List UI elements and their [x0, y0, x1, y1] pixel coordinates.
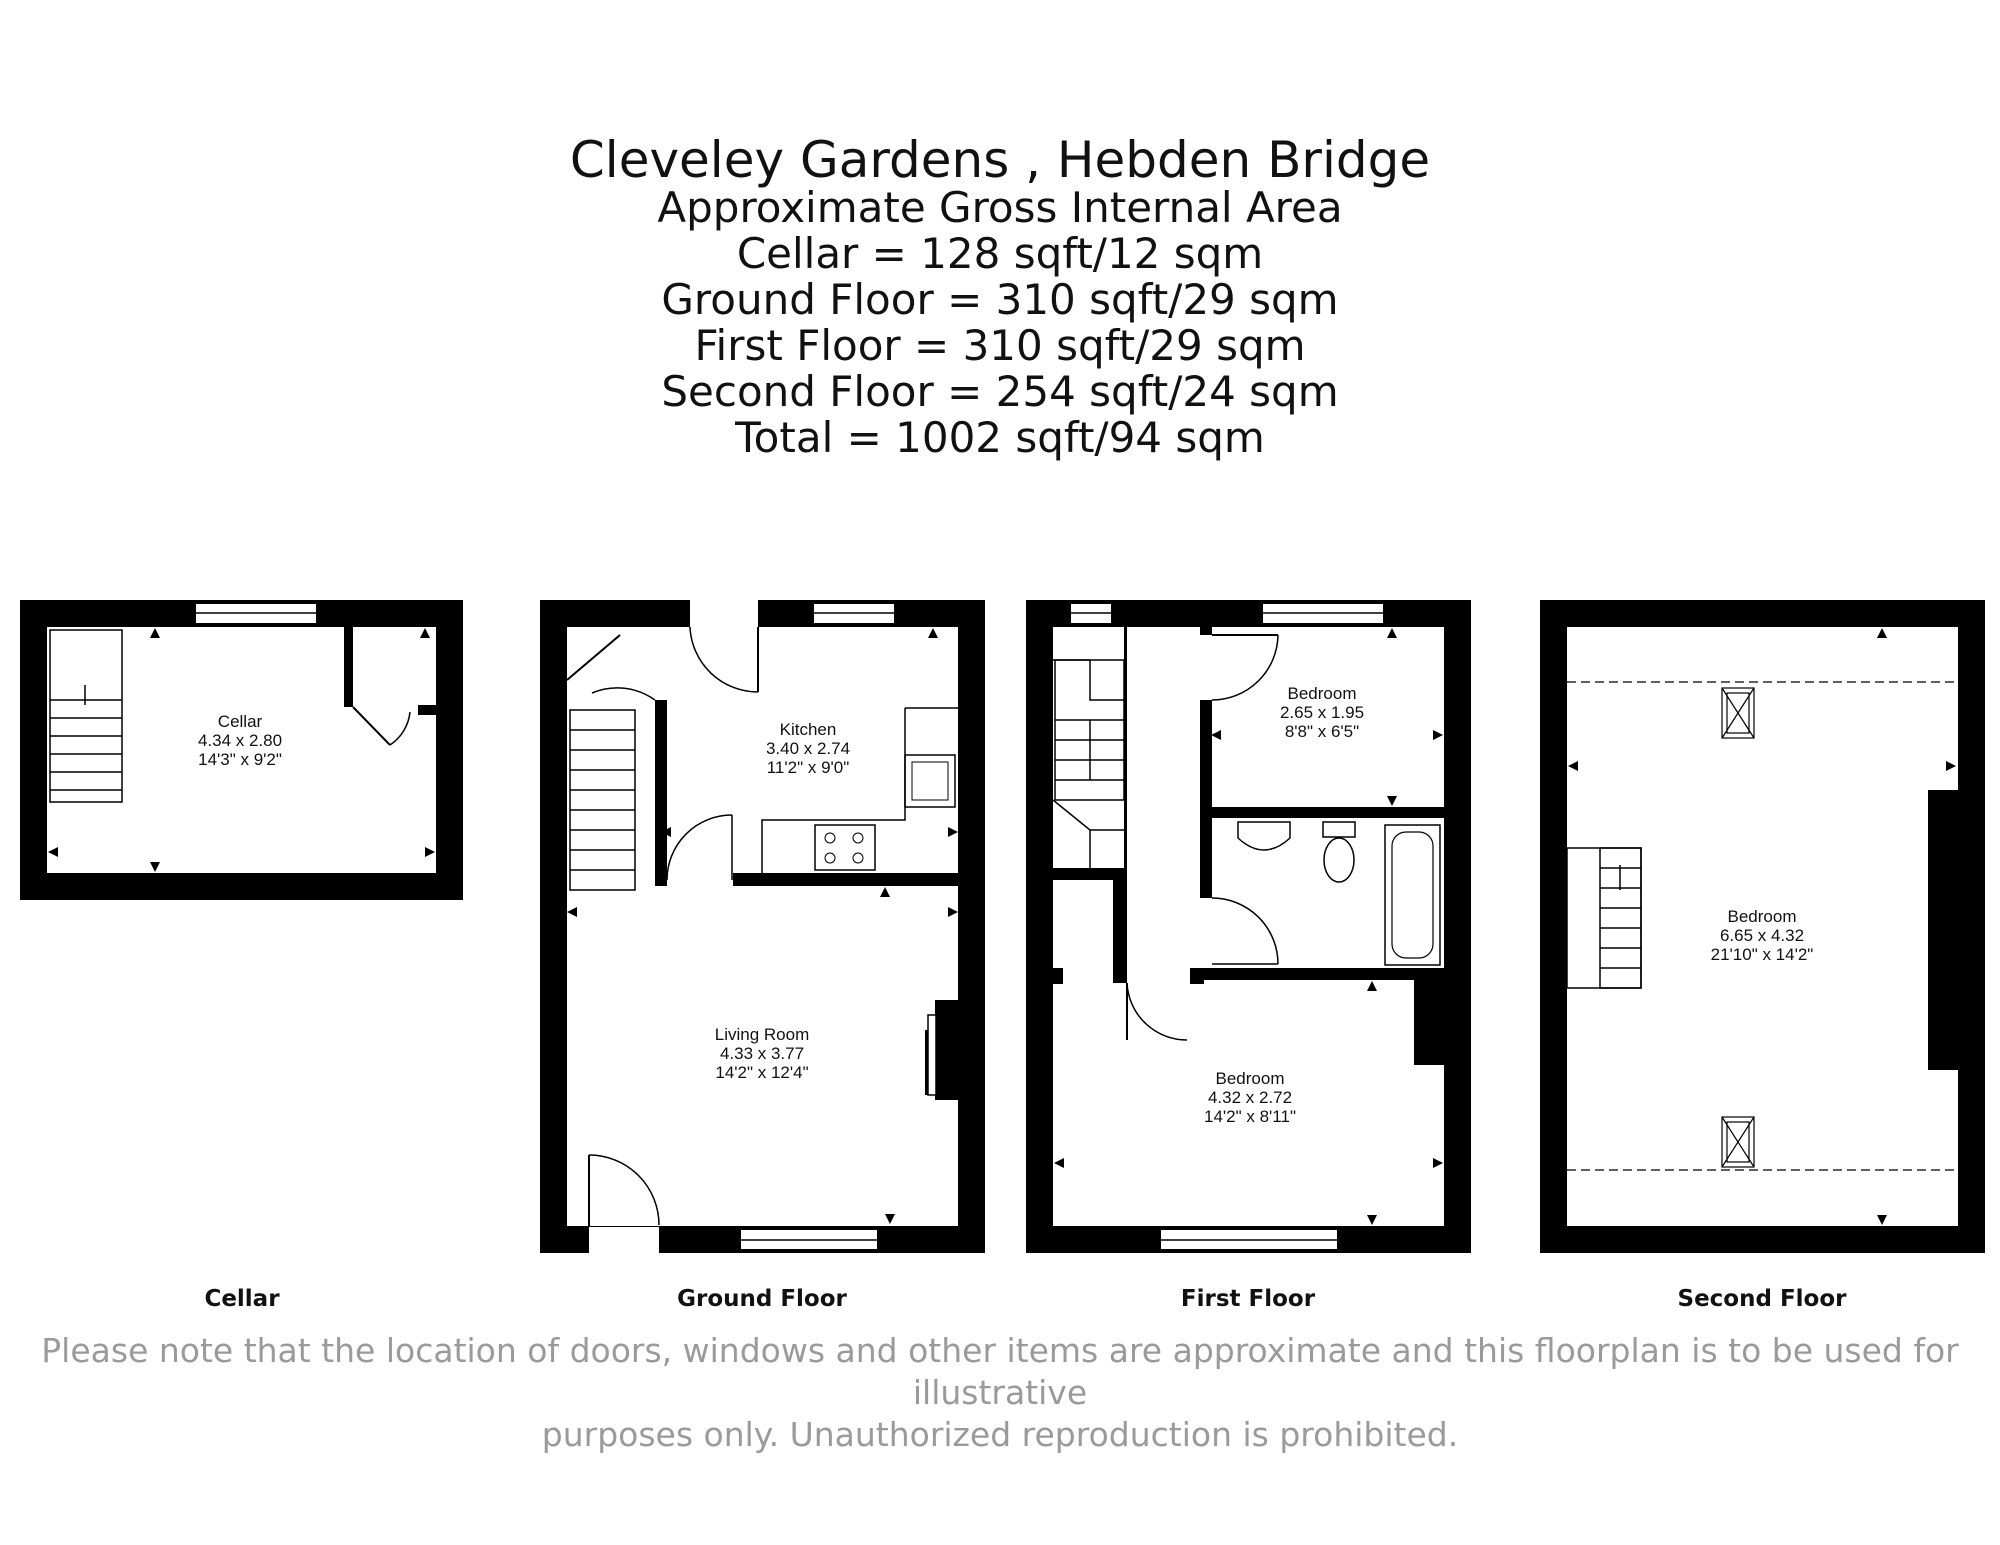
- skylight-rear: [1722, 688, 1754, 738]
- bedroom-first-name: Bedroom: [1215, 1069, 1285, 1088]
- toilet-cistern: [1323, 822, 1355, 837]
- bath: [1385, 825, 1440, 965]
- first-stairs: [1053, 660, 1124, 870]
- bedroom-small-name: Bedroom: [1287, 684, 1357, 703]
- area-cellar: Cellar = 128 sqft/12 sqm: [736, 229, 1264, 278]
- bedroom-second-metric: 6.65 x 4.32: [1719, 926, 1805, 945]
- disclaimer-line-2: purposes only. Unauthorized reproduction is prohibited.: [541, 1415, 1459, 1454]
- first-floor-plan: [1026, 600, 1471, 1253]
- second-floor-plan: [1540, 600, 1985, 1253]
- cellar-room-name: Cellar: [217, 712, 263, 731]
- area-ground-floor: Ground Floor = 310 sqft/29 sqm: [661, 275, 1339, 324]
- first-floor-walls: [1026, 600, 1471, 1253]
- area-subtitle: Approximate Gross Internal Area: [657, 183, 1343, 232]
- bedroom-second-imperial: 21'10" x 14'2": [1710, 945, 1814, 964]
- floor-label-ground: Ground Floor: [677, 1286, 847, 1312]
- kitchen-hob: [815, 825, 875, 870]
- floor-label-first: First Floor: [1180, 1286, 1316, 1312]
- second-stairs: [1567, 848, 1641, 988]
- disclaimer: [20, 1330, 1980, 1456]
- living-room-imperial: 14'2" x 12'4": [715, 1063, 809, 1082]
- bedroom-small-metric: 2.65 x 1.95: [1279, 703, 1365, 722]
- cellar-room-imperial: 14'3" x 9'2": [198, 750, 282, 769]
- bedroom-second-name: Bedroom: [1727, 907, 1797, 926]
- property-title: Cleveley Gardens , Hebden Bridge: [569, 131, 1431, 189]
- area-first-floor: First Floor = 310 sqft/29 sqm: [694, 321, 1306, 370]
- skylight-front: [1722, 1117, 1754, 1167]
- bedroom-small-imperial: 8'8" x 6'5": [1284, 722, 1360, 741]
- cellar-room-metric: 4.34 x 2.80: [197, 731, 283, 750]
- kitchen-room-imperial: 11'2" x 9'0": [766, 758, 850, 777]
- floor-label-second: Second Floor: [1677, 1286, 1847, 1312]
- living-room-metric: 4.33 x 3.77: [719, 1044, 805, 1063]
- bedroom-first-imperial: 14'2" x 8'11": [1204, 1107, 1296, 1126]
- bedroom-first-metric: 4.32 x 2.72: [1207, 1088, 1293, 1107]
- disclaimer-line-1: Please note that the location of doors, windows and other items are approximate and this floorplan is to be used for illustrative: [41, 1331, 1959, 1412]
- area-total: Total = 1002 sqft/94 sqm: [735, 413, 1265, 462]
- ground-floor-walls: [540, 600, 985, 1253]
- area-second-floor: Second Floor = 254 sqft/24 sqm: [661, 367, 1339, 416]
- kitchen-room-name: Kitchen: [779, 720, 837, 739]
- floor-label-cellar: Cellar: [204, 1286, 280, 1312]
- ground-floor-plan: [540, 600, 985, 1253]
- living-room-name: Living Room: [714, 1025, 810, 1044]
- ground-stairs: [570, 710, 635, 890]
- cellar-plan: [20, 600, 463, 900]
- kitchen-room-metric: 3.40 x 2.74: [765, 739, 851, 758]
- toilet: [1324, 838, 1354, 882]
- basin: [1238, 822, 1290, 850]
- cellar-stairs: [50, 630, 122, 802]
